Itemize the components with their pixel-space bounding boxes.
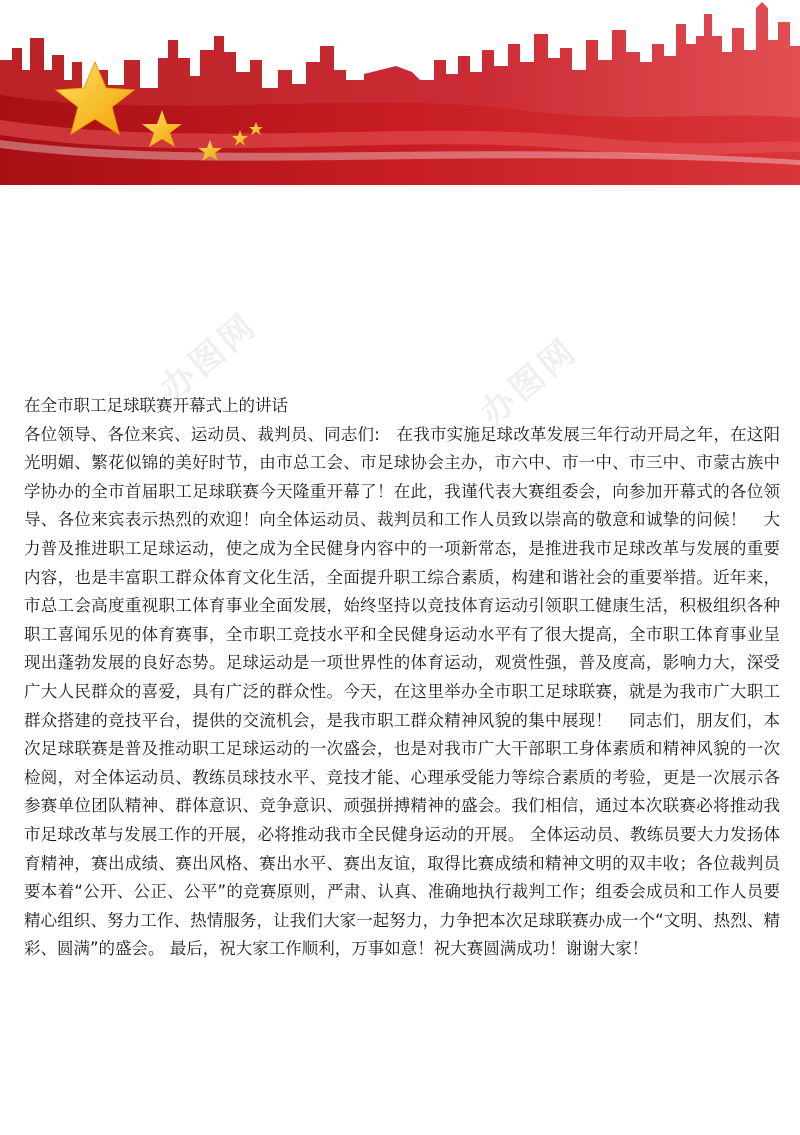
- city-skyline-icon: [0, 0, 800, 185]
- header-banner: [0, 0, 800, 185]
- document-title: 在全市职工足球联赛开幕式上的讲话: [24, 396, 288, 415]
- watermark-text: 办图网: [472, 330, 586, 435]
- document-content: [24, 392, 780, 964]
- document-body: 各位领导、各位来宾、运动员、裁判员、同志们: 在我市实施足球改革发展三年行动开局之年，在这阳光明媚、繁花似锦的美好时节，由市总工会、市足球协会主办，市六中、市一中、市三中、市蒙古族中学协办的全市首届职工足球联赛今天隆重开幕了！在此，我谨代表大赛组委会，向参加开幕式的各位领导、各位来宾表示热烈的欢迎！向全体运动员、裁判员和工作人员致以崇高的敬意和诚挚的问候！ 大力普及推进职工足球运动，使之成为全民健身内容中的一项新常态，是推进我市足球改革与发展的重要内容，也是丰富职工群众体育文化生活，全面提升职工综合素质，构建和谐社会的重要举措。近年来，市总工会高度重视职工体育事业全面发展，始终坚持以竞技体育运动引领职工健康生活，积极组织各种职工喜闻乐见的体育赛事，全市职工竞技水平和全民健身运动水平有了很大提高，全市职工体育事业呈现出蓬勃发展的良好态势。足球运动是一项世界性的体育运动，观赏性强，普及度高，影响力大，深受广大人民群众的喜爱，具有广泛的群众性。今天，在这里举办全市职工足球联赛，就是为我市广大职工群众搭建的竞技平台，提供的交流机会，是我市职工群众精神风貌的集中展现！ 同志们，朋友们，本次足球联赛是普及推动职工足球运动的一次盛会，也是对我市广大干部职工身体素质和精神风貌的一次检阅，对全体运动员、教练员球技水平、竞技才能、心理承受能力等综合素质的考验，更是一次展示各参赛单位团队精神、群体意识、竞争意识、顽强拼搏精神的盛会。我们相信，通过本次联赛必将推动我市足球改革与发展工作的开展，必将推动我市全民健身运动的开展。 全体运动员、教练员要大力发扬体育精神，赛出成绩、赛出风格、赛出水平、赛出友谊，取得比赛成绩和精神文明的双丰收；各位裁判员要本着“公开、公正、公平”的竞赛原则，严肃、认真、准确地执行裁判工作；组委会成员和工作人员要精心组织、努力工作、热情服务，让我们大家一起努力，力争把本次足球联赛办成一个“文明、热烈、精彩、圆满”的盛会。 最后，祝大家工作顺利，万事如意！祝大赛圆满成功！谢谢大家！: [24, 424, 780, 959]
- watermark-text: 办图网: [152, 305, 266, 410]
